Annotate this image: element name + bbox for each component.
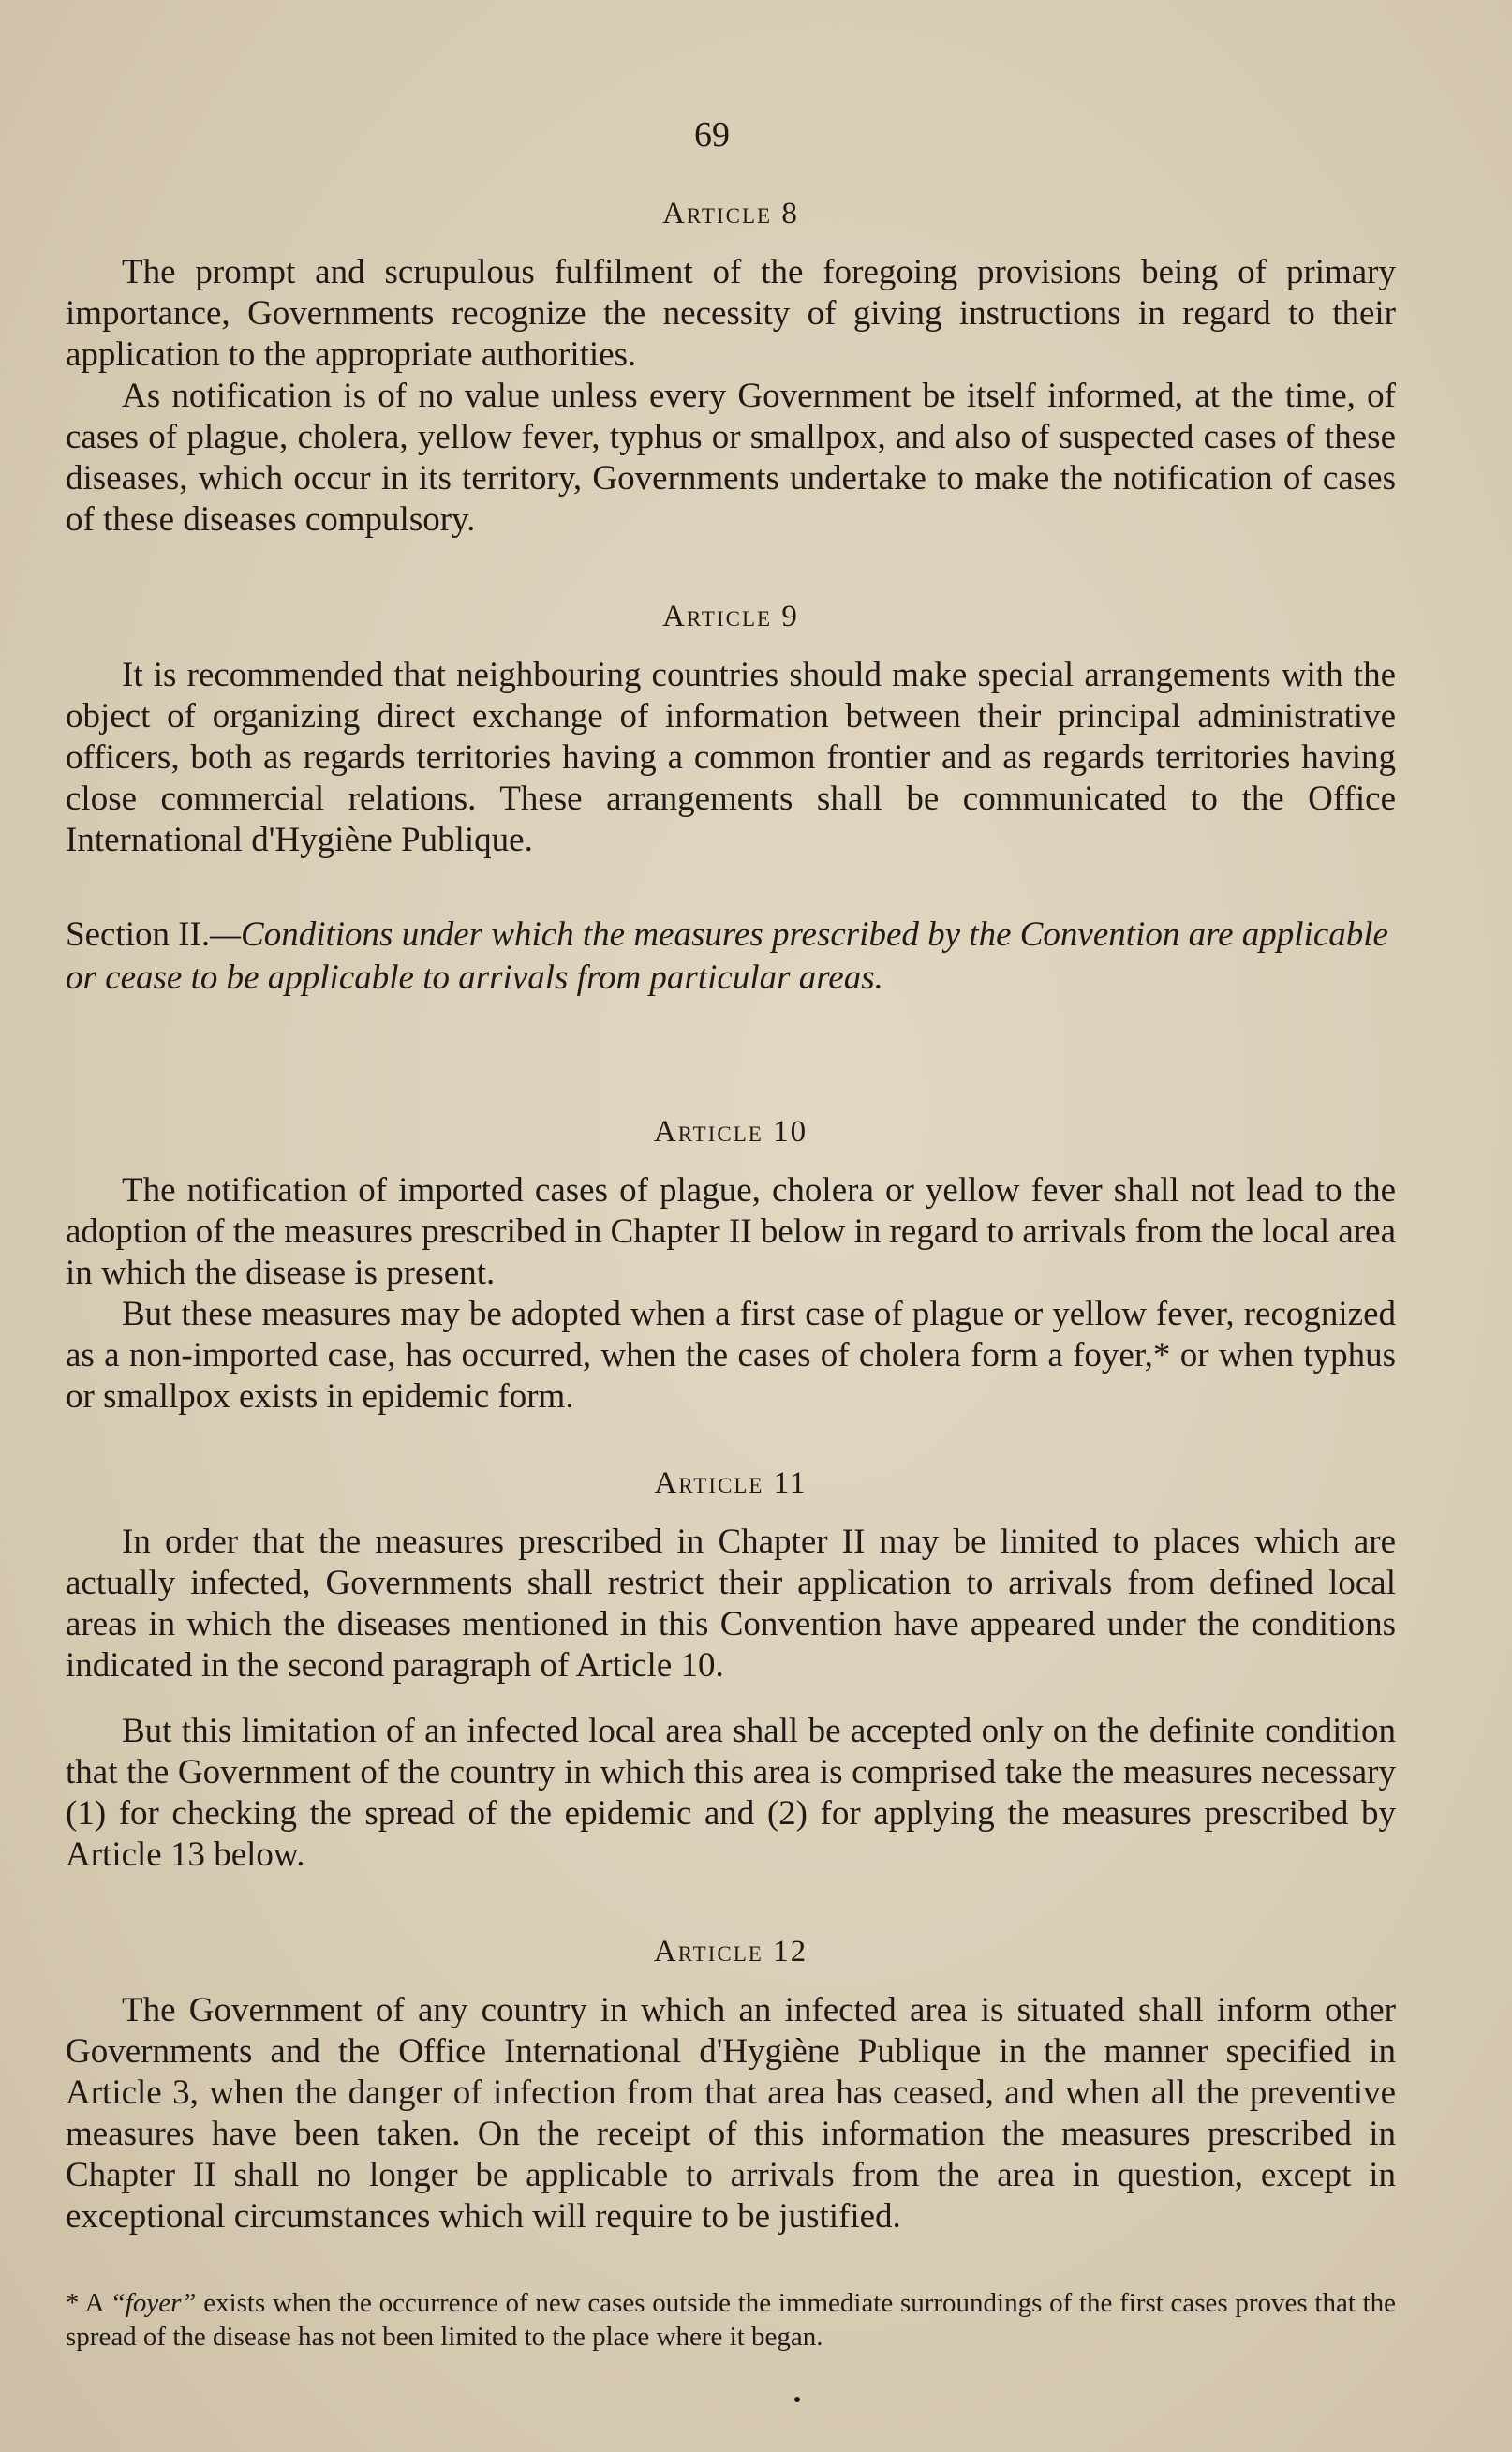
footnote-term: “foyer” <box>110 2288 197 2318</box>
section-2-heading <box>66 914 1396 1000</box>
article-heading: Article 12 <box>653 1935 808 1969</box>
section-label: Section II. <box>66 915 211 954</box>
ink-dot <box>794 2397 800 2402</box>
footnote-marker: * A <box>66 2288 103 2318</box>
section-title-text: Conditions under which the measures prescribed by the Convention are applicable or cease to be applicable to arrivals from particular areas. <box>66 915 1388 997</box>
article-paragraph: As notification is of no value unless every Government be itself informed, at the time, of cases of plague, cholera, yellow fever, typhus or smallpox, and also of suspected cases of these diseases, which occur in its territory, Governments undertake to make the notification of cases of these diseases compulsory. <box>66 377 1396 539</box>
page-number: 69 <box>694 115 730 155</box>
article-8 <box>66 197 1396 541</box>
article-11 <box>66 1466 1396 1876</box>
footnote <box>66 2286 1396 2354</box>
article-9 <box>66 600 1396 861</box>
article-paragraph: But this limitation of an infected local area shall be accepted only on the definite condition that the Government of the country in which this area is comprised take the measures necessary (1) for checking the spread of the epidemic and (2) for applying the measures prescribed by Article 13 below. <box>66 1712 1396 1874</box>
article-paragraph: The prompt and scrupulous fulfilment of the foregoing provisions being of primary importance, Governments recognize the necessity of giving instructions in regard to their application to the appropriate authorities. <box>66 253 1396 374</box>
article-heading: Article 10 <box>653 1115 808 1149</box>
article-heading: Article 9 <box>662 600 799 633</box>
article-paragraph: The notification of imported cases of plague, cholera or yellow fever shall not lead to the adoption of the measures prescribed in Chapter II below in regard to arrivals from the local area in which the disease is present. <box>66 1171 1396 1292</box>
article-paragraph: The Government of any country in which an infected area is situated shall inform other Governments and the Office International d'Hygiène Publique in the manner specified in Article 3, when the danger of infection from that area has ceased, and when all the preventive measures have been taken. On the receipt of this information the measures prescribed in Chapter II shall no longer be applicable to arrivals from the area in question, except in exceptional circumstances which will require to be justified. <box>66 1991 1396 2236</box>
article-12 <box>66 1935 1396 2237</box>
article-10 <box>66 1115 1396 1418</box>
article-paragraph: But these measures may be adopted when a first case of plague or yellow fever, recognized as a non-imported case, has occurred, when the cases of cholera form a foyer,* or when typhus or smallpox exists in epidemic form. <box>66 1295 1396 1416</box>
section-title: Section II.—Conditions under which the measures prescribed by the Convention are applicable or cease to be applicable to arrivals from particular areas. <box>66 915 1388 997</box>
article-paragraph: In order that the measures prescribed in Chapter II may be limited to places which are actually infected, Governments shall restrict their application to arrivals from defined local areas in which the diseases mentioned in this Convention have appeared under the conditions indicated in the second paragraph of Article 10. <box>66 1523 1396 1685</box>
footnote-text: exists when the occurrence of new cases outside the immediate surroundings of the first cases proves that the spread of the disease has not been limited to the place where it began. <box>66 2288 1397 2352</box>
article-heading: Article 11 <box>654 1466 808 1500</box>
article-heading: Article 8 <box>662 197 799 230</box>
article-paragraph: It is recommended that neighbouring countries should make special arrangements with the object of organizing direct exchange of information between their principal administrative officers, both as regards territories having a common frontier and as regards territories having close commercial relations. These arrangements shall be communicated to the Office International d'Hygiène Publique. <box>66 656 1396 859</box>
